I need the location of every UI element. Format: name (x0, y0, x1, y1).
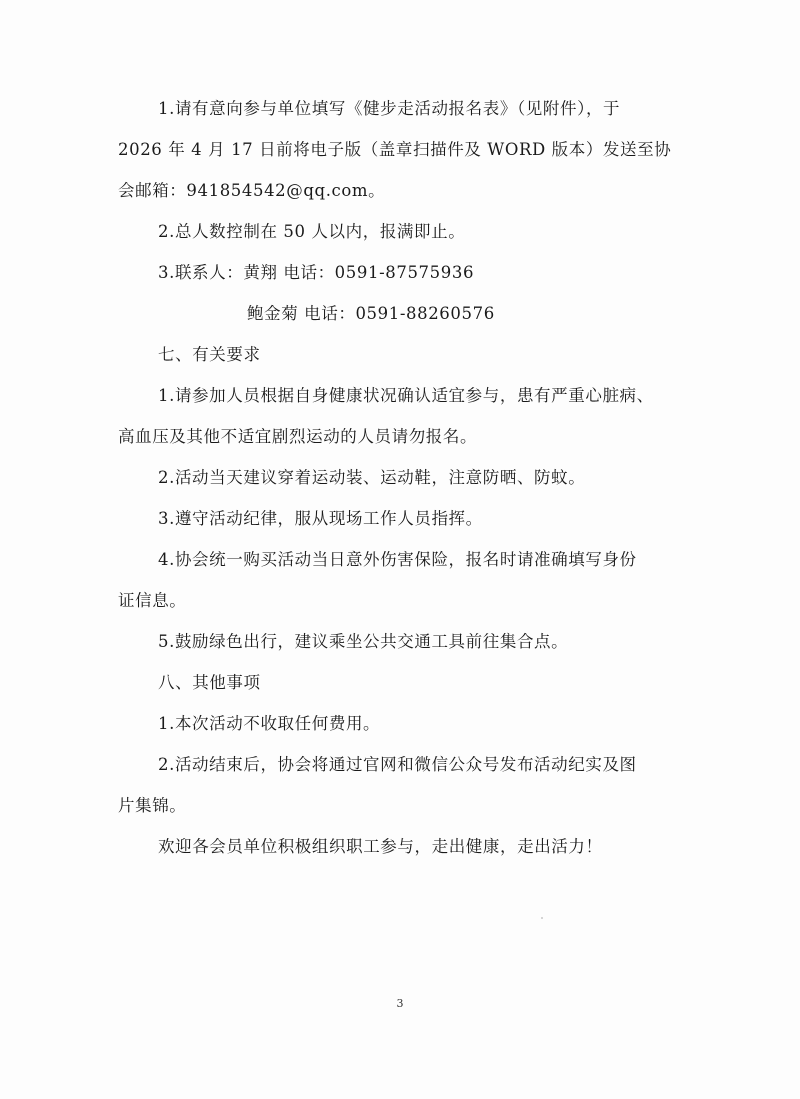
paragraph-registration-email: 会邮箱：941854542@qq.com。 (118, 181, 386, 200)
paragraph-publicity: 2.活动结束后，协会将通过官网和微信公众号发布活动纪实及图 (158, 755, 637, 774)
paragraph-participant-limit: 2.总人数控制在 50 人以内，报满即止。 (158, 222, 466, 241)
paragraph-clothing-advice: 2.活动当天建议穿着运动装、运动鞋，注意防晒、防蚊。 (158, 468, 586, 487)
paragraph-insurance-continued: 证信息。 (118, 591, 187, 610)
section-heading-other-matters: 八、其他事项 (158, 673, 261, 692)
paragraph-registration-instruction: 1.请有意向参与单位填写《健步走活动报名表》（见附件），于 (158, 99, 621, 118)
paragraph-contact-secondary: 鲍金菊 电话：0591-88260576 (247, 304, 495, 323)
paragraph-publicity-continued: 片集锦。 (118, 796, 187, 815)
paragraph-contact-primary: 3.联系人：黄翔 电话：0591-87575936 (158, 263, 475, 282)
scan-speck (541, 917, 543, 919)
paragraph-green-travel: 5.鼓励绿色出行，建议乘坐公共交通工具前往集合点。 (158, 632, 569, 651)
paragraph-no-fee: 1.本次活动不收取任何费用。 (158, 714, 381, 733)
paragraph-closing-invitation: 欢迎各会员单位积极组织职工参与，走出健康，走出活力！ (158, 837, 603, 856)
paragraph-health-requirement: 1.请参加人员根据自身健康状况确认适宜参与，患有严重心脏病、 (158, 386, 654, 405)
paragraph-insurance: 4.协会统一购买活动当日意外伤害保险，报名时请准确填写身份 (158, 550, 637, 569)
section-heading-requirements: 七、有关要求 (158, 345, 261, 364)
paragraph-discipline: 3.遵守活动纪律，服从现场工作人员指挥。 (158, 509, 483, 528)
paragraph-health-requirement-continued: 高血压及其他不适宜剧烈运动的人员请勿报名。 (118, 427, 478, 446)
page-number: 3 (396, 997, 404, 1010)
paragraph-registration-deadline: 2026 年 4 月 17 日前将电子版（盖章扫描件及 WORD 版本）发送至协 (118, 140, 672, 159)
